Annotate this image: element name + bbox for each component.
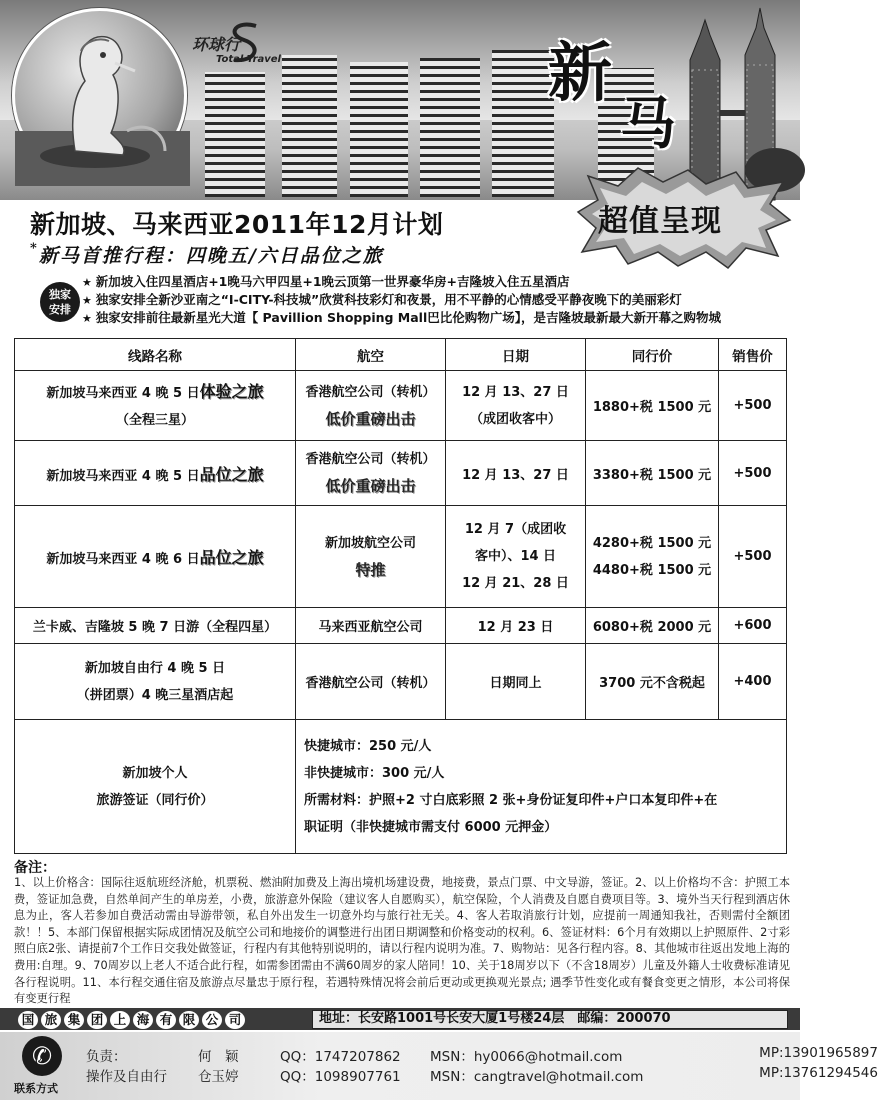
logo-chinese-text: 环球行: [192, 35, 241, 54]
contact-role: 操作及自由行: [86, 1069, 167, 1085]
date-cell: 12 月 13、27 日: [446, 441, 586, 506]
contact-row: [86, 1065, 878, 1085]
notes-heading: 备注：: [14, 860, 56, 876]
airline-name: 新加坡航空公司: [324, 535, 416, 551]
route-note: （拼团票）4 晚三星酒店起: [76, 687, 234, 703]
route-cell: [15, 371, 296, 441]
visa-details-cell: [296, 720, 787, 854]
sale-price-cell: +400: [719, 644, 787, 720]
route-cell: [15, 644, 296, 720]
subtitle-text: 新马首推行程：四晚五/六日品位之旅: [38, 245, 384, 267]
sale-price-cell: +500: [719, 506, 787, 608]
splash-text: 超值呈现: [598, 204, 722, 239]
visa-detail: 非快捷城市：300 元/人: [304, 765, 445, 781]
routes-table: [14, 338, 787, 854]
route-promo: 体验之旅: [199, 381, 264, 401]
col-header-date: 日期: [446, 339, 586, 371]
subtitle-star: *: [30, 241, 39, 256]
airline-cell: 马来西亚航空公司: [296, 608, 446, 644]
col-header-sale-price: 销售价: [719, 339, 787, 371]
contact-msn[interactable]: MSN：cangtravel@hotmail.com: [430, 1069, 644, 1085]
badge-line-2: 安排: [49, 303, 71, 316]
table-row: [15, 371, 787, 441]
col-header-route: 线路名称: [15, 339, 296, 371]
contact-label: 联系方式: [14, 1082, 58, 1095]
company-address: 地址：长安路1001号长安大厦1号楼24层 邮编：200070: [312, 1010, 788, 1029]
company-char: 国: [18, 1011, 38, 1029]
exclusive-badge: [40, 282, 80, 322]
sale-price-cell: +600: [719, 608, 787, 644]
contact-name: 何 颖: [198, 1049, 239, 1065]
date-cell: 12 月 23 日: [446, 608, 586, 644]
company-name: [12, 1010, 251, 1030]
sale-price-cell: +500: [719, 441, 787, 506]
trade-price-cell: 6080+税 2000 元: [586, 608, 719, 644]
contact-name: 仓玉婷: [198, 1069, 239, 1085]
contact-mobile[interactable]: MP:13761294546: [759, 1065, 878, 1081]
contact-role: 负责：: [86, 1049, 127, 1065]
visa-label-cell: [15, 720, 296, 854]
date-line: 客中）、14 日: [474, 549, 557, 564]
table-row: [15, 644, 787, 720]
contact-qq[interactable]: QQ：1747207862: [280, 1049, 401, 1065]
date-line: （成团收客中）: [469, 411, 561, 427]
company-char: 集: [64, 1011, 84, 1029]
xin-character: 新: [548, 36, 612, 111]
airline-promo: 特推: [355, 560, 386, 579]
sale-price-cell: +500: [719, 371, 787, 441]
contact-row: [86, 1045, 878, 1065]
contact-msn[interactable]: MSN：hy0066@hotmail.com: [430, 1049, 623, 1065]
route-cell: 兰卡威、吉隆坡 5 晚 7 日游（全程四星）: [15, 608, 296, 644]
company-char: 公: [202, 1011, 222, 1029]
route-promo: 品位之旅: [199, 548, 264, 567]
company-char: 有: [156, 1011, 176, 1029]
company-char: 上: [110, 1011, 130, 1029]
trade-price-cell: [586, 506, 719, 608]
company-char: 限: [179, 1011, 199, 1029]
logo-english-text: Total Travel: [216, 54, 281, 65]
date-line: 12 月 13、27 日: [462, 384, 569, 400]
company-char: 司: [225, 1011, 245, 1029]
route-promo: 品位之旅: [199, 464, 264, 484]
airline-cell: [296, 441, 446, 506]
visa-detail: 职证明（非快捷城市需支付 6000 元押金）: [304, 819, 558, 835]
price-line: 4280+税 1500 元: [592, 535, 712, 551]
route-name: 新加坡马来西亚 4 晚 5 日: [46, 385, 200, 401]
table-header-row: [15, 339, 787, 371]
route-name: 新加坡马来西亚 4 晚 5 日: [46, 468, 200, 484]
col-header-airline: 航空: [296, 339, 446, 371]
airline-cell: [296, 371, 446, 441]
airline-cell: 香港航空公司（转机）: [296, 644, 446, 720]
visa-row: [15, 720, 787, 854]
airline-promo: 低价重磅出击: [325, 477, 416, 495]
route-name: 新加坡马来西亚 4 晚 6 日: [46, 552, 200, 567]
route-cell: [15, 506, 296, 608]
exclusive-item: ★ 新加坡入住四星酒店+1晚马六甲四星+1晚云顶第一世界豪华房+吉隆坡入住五星酒店: [82, 273, 721, 291]
date-cell: 日期同上: [446, 644, 586, 720]
visa-detail: 快捷城市：250 元/人: [304, 738, 432, 754]
table-row: [15, 608, 787, 644]
contact-qq[interactable]: QQ：1098907761: [280, 1069, 401, 1085]
badge-line-1: 独家: [49, 288, 71, 301]
contact-mobile[interactable]: MP:13901965897: [759, 1045, 878, 1061]
price-line: 4480+税 1500 元: [592, 562, 712, 578]
date-cell: [446, 371, 586, 441]
notes-body: 1、以上价格含：国际往返航班经济舱，机票税、燃油附加费及上海出境机场建设费，地接费，景点门票、中文导游，签证。2、以上价格均不含：护照工本费，签证加急费，自然单间产生的单房差，小费，旅游意外保险（建议客人自愿购买），航空保险，个人消费及自愿自费项目等。3、境外当天行程到酒店休息为止，客人若参加自费活动需由导游带领，私自外出发生一切意外均与旅行社无关。4、客人若取消旅行计划，应提前一周通知我社，否则需付全额团款！！5、本部门保留根据实际成团情况及航空公司和地接价的调整进行出团日期调整和价格变动的权利。6、签证材料：6个月有效期以上护照原件、2寸彩照白底2张、请提前7个工作日交我处做签证，行程内有其他特别说明的，请以行程内说明为准。7、购物站：见各行程内容。8、其他城市往返出发地上海的费用:自理。9、70周岁以上老人不适合此行程，如需参团需由不满60周岁的家人陪同！10、关于18周岁以下（不含18周岁）儿童及外籍人士收费标准请见各行程说明。11、本行程交通住宿及旅游点尽量忠于原行程，若遇特殊情况将会前后更动或更换观光景点; 遇季节性变化或有餐食变更之情形，本公司将保有变更行程: [14, 876, 790, 1006]
route-name: 新加坡自由行 4 晚 5 日: [84, 660, 226, 676]
subtitle: [30, 241, 384, 268]
table-row: [15, 506, 787, 608]
visa-label: 新加坡个人: [122, 765, 188, 781]
table-row: [15, 441, 787, 506]
total-travel-logo: [186, 20, 281, 70]
exclusive-list: [82, 273, 721, 327]
airline-promo: 低价重磅出击: [325, 409, 416, 428]
date-line: 12 月 7（成团收: [464, 522, 567, 537]
trade-price-cell: 1880+税 1500 元: [586, 371, 719, 441]
phone-icon: ✆: [22, 1036, 62, 1076]
col-header-trade-price: 同行价: [586, 339, 719, 371]
company-char: 团: [87, 1011, 107, 1029]
trade-price-cell: 3380+税 1500 元: [586, 441, 719, 506]
exclusive-item: ★ 独家安排前往最新星光大道【 Pavillion Shopping Mall巴比伦购物广场】，是吉隆坡最新最大新开幕之购物城: [82, 309, 721, 327]
route-note: （全程三星）: [115, 412, 194, 428]
exclusive-item: ★ 独家安排全新沙亚南之“I-CITY-科技城”欣赏科技彩灯和夜景，用不平静的心情感受平静夜晚下的美丽彩灯: [82, 291, 721, 309]
airline-name: 香港航空公司（转机）: [305, 452, 436, 467]
airline-cell: [296, 506, 446, 608]
visa-label: 旅游签证（同行价）: [96, 792, 214, 808]
company-char: 海: [133, 1011, 153, 1029]
ma-character: 马: [620, 91, 676, 157]
date-line: 12 月 21、28 日: [462, 576, 569, 591]
date-cell: [446, 506, 586, 608]
merlion-photo: [12, 8, 187, 183]
route-cell: [15, 441, 296, 506]
airline-name: 香港航空公司（转机）: [305, 384, 436, 400]
page-title: 新加坡、马来西亚2011年12月计划: [30, 210, 444, 239]
trade-price-cell: 3700 元不含税起: [586, 644, 719, 720]
company-char: 旅: [41, 1011, 61, 1029]
visa-detail: 所需材料：护照+2 寸白底彩照 2 张+身份证复印件+户口本复印件+在: [304, 792, 718, 808]
